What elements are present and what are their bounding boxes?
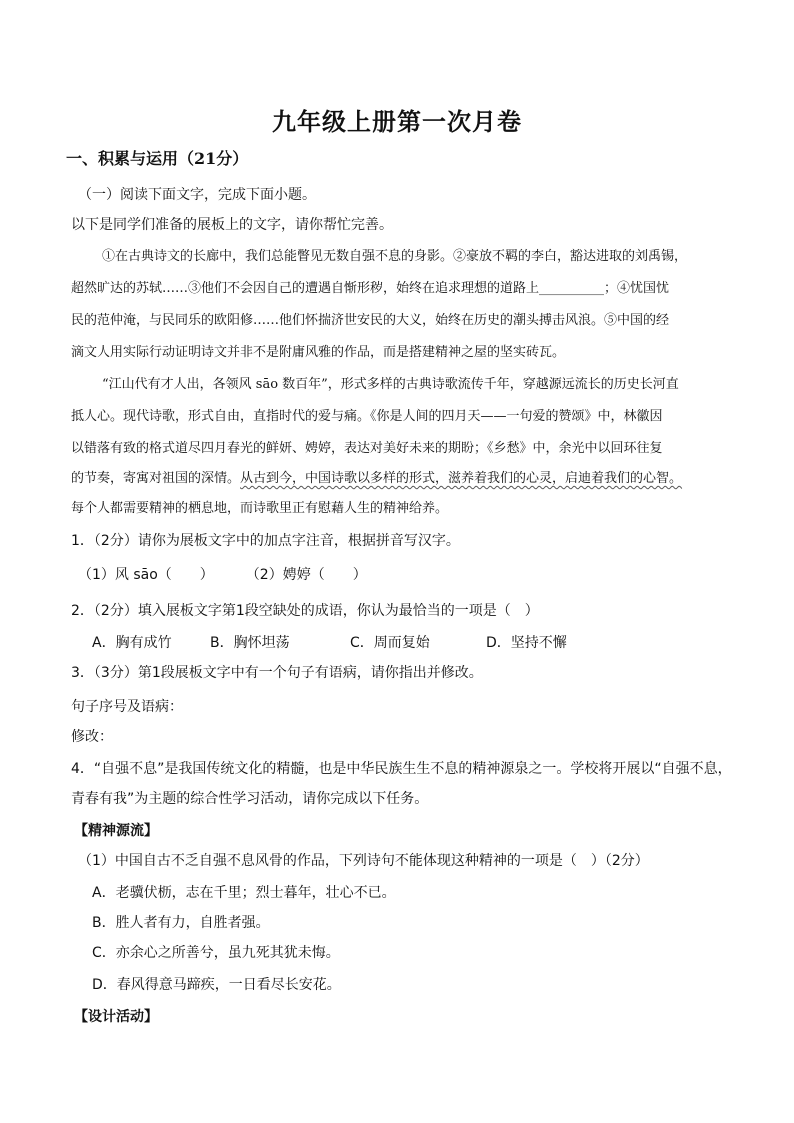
passage-p1-line: 超然旷达的苏轼……③他们不会因自己的遭遇自惭形秽，始终在追求理想的道路上__________；④忧国忧 <box>71 281 670 296</box>
passage-p2-line: 抵人心。现代诗歌，形式自由，直指时代的爱与痛。《你是人间的四月天——一句爱的赞颂》中，林徽因 <box>71 409 663 424</box>
q3-answer-line-2: 修改： <box>71 729 113 745</box>
section-label-source: 【精神源流】 <box>74 823 158 839</box>
page-title: 九年级上册第一次月卷 <box>272 107 522 136</box>
passage-p2-line: “江山代有才人出，各领风 sāo 数百年”，形式多样的古典诗歌流传千年，穿越源远流长的历史长河直 <box>102 377 679 392</box>
part-intro: （一）阅读下面文字，完成下面小题。 <box>78 187 316 203</box>
q4-option-c: C．亦余心之所善兮，虽九死其犹未悔。 <box>92 945 340 961</box>
q4-sub-question-1: （1）中国自古不乏自强不息风骨的作品，下列诗句不能体现这种精神的一项是（ ）（2分） <box>78 853 649 869</box>
q3-answer-line-1: 句子序号及语病： <box>71 699 183 715</box>
question-3-stem: 3．（3分）第1段展板文字中有一个句子有语病，请你指出并修改。 <box>71 665 483 681</box>
passage-p1-line: ①在古典诗文的长廊中，我们总能瞥见无数自强不息的身影。②豪放不羁的李白，豁达进取的刘禹锡， <box>102 249 688 264</box>
q4-option-a: A．老骥伏枥，志在千里；烈士暮年，壮心不已。 <box>92 885 396 901</box>
q2-option-d: D．坚持不懈 <box>486 635 567 651</box>
section-label-activity: 【设计活动】 <box>74 1009 158 1025</box>
passage-p2-line <box>71 468 734 490</box>
q2-option-b: B．胸怀坦荡 <box>210 635 290 651</box>
passage-p1-line: 滴文人用实际行动证明诗文并非不是附庸风雅的作品，而是搭建精神之屋的坚实砖瓦。 <box>71 345 566 360</box>
question-1-stem: 1．（2分）请你为展板文字中的加点字注音，根据拼音写汉字。 <box>71 533 460 549</box>
question-4-stem: 4．“自强不息”是我国传统文化的精髓，也是中华民族生生不息的精神源泉之一。学校将开展以“自强不息， <box>71 761 732 777</box>
passage-p1-line: 民的范仲淹，与民同乐的欧阳修……他们怀揣济世安民的大义，始终在历史的潮头搏击风浪。⑤中国的经 <box>71 313 670 328</box>
q4-option-d: D．春风得意马蹄疾，一日看尽长安花。 <box>92 977 341 993</box>
underlined-sentence: 从古到今，中国诗歌以多样的形式，滋养着我们的心灵，启迪着我们的心智。 <box>240 471 683 486</box>
q2-option-a: A．胸有成竹 <box>92 635 172 651</box>
section-heading: 一、积累与运用（21分） <box>66 149 249 168</box>
q1-item-2: （2）娉婷（ ） <box>245 567 367 583</box>
question-2-stem: 2．（2分）填入展板文字第1段空缺处的成语，你认为最恰当的一项是（ ） <box>71 603 539 619</box>
part-instruction: 以下是同学们准备的展板上的文字，请你帮忙完善。 <box>71 217 393 233</box>
question-1-items <box>78 564 734 586</box>
passage-p2-text: 的节奏，寄寓对祖国的深情。 <box>71 471 241 486</box>
q1-item-1: （1）风 sāo（ ） <box>78 567 214 583</box>
passage-p2-line: 以错落有致的格式道尽四月春光的鲜妍、娉婷，表达对美好未来的期盼；《乡愁》中，余光中以回环往复 <box>71 441 663 456</box>
question-4-stem-cont: 青春有我”为主题的综合性学习活动，请你完成以下任务。 <box>71 791 429 807</box>
question-2-options <box>92 632 734 654</box>
passage-p2-line: 每个人都需要精神的栖息地，而诗歌里正有慰藉人生的精神给养。 <box>71 501 449 516</box>
q4-option-b: B．胜人者有力，自胜者强。 <box>92 915 270 931</box>
q2-option-c: C．周而复始 <box>350 635 430 651</box>
